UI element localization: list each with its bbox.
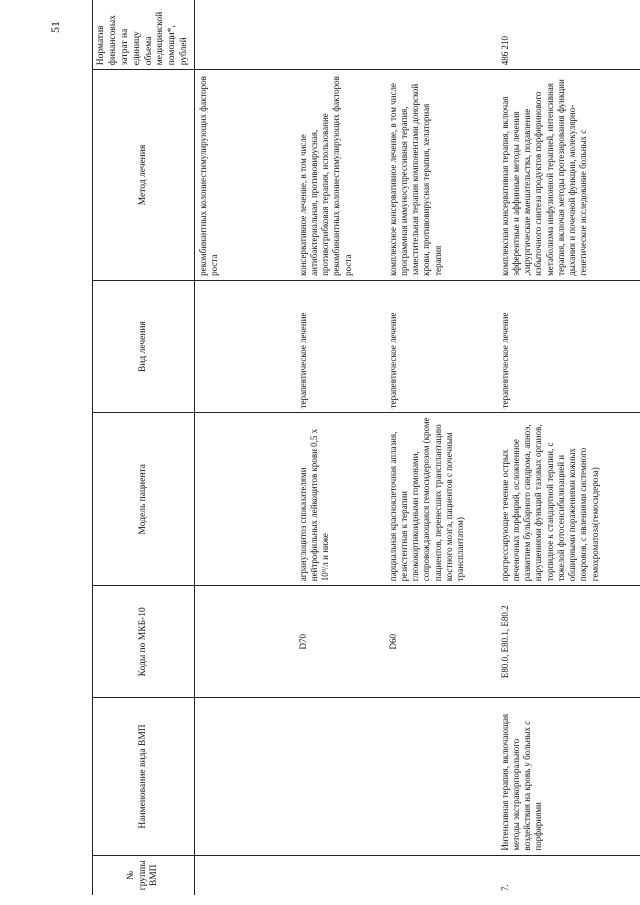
table-row: [195, 0, 295, 895]
header-treatment-method: Метод лечения: [93, 70, 195, 281]
cell-treatment-method: консервативное лечение, в том числе антибактериальная, противовирусная, противогрибковая терапия, использование рекомбинантных колониестимулирующих факторов роста: [295, 70, 385, 281]
header-norm: Норматив финансовых затрат на единицу объема медицинской помощи*, рублей: [93, 0, 195, 70]
cell-patient-model: [195, 413, 295, 586]
table-header-row: [93, 0, 195, 895]
cell-group-no: [295, 855, 385, 895]
cell-vmp-name: [385, 698, 497, 855]
cell-treatment-method: комплексная консервативная терапия, включая эфферентные и аффинные методы лечения ,хирургические вмешательства, подавление избыточного синтеза продуктов порфиринового метаболизма инфузионной терапией, интенсивная терапия, включая методы протезирования функции дыхания и почечной функции, молекулярно-генетическое исследование больных с: [497, 70, 640, 281]
cell-norm: [295, 0, 385, 70]
cell-patient-model: прогрессирующее течение острых печеночных порфирий, осложненное развитием бульбарного синдрома, апноэ, нарушениями функций тазовых органов, торпидное к стандартной терапии, с тяжелой фотосенсибилизацией и обширными поражениями кожных покровов, с явлениями системного гемохроматоза(гемосидероза): [497, 413, 640, 586]
cell-vmp-name: Интенсивная терапия, включающая методы экстракорпорального воздействия на кровь у больных с порфириями: [497, 698, 640, 855]
cell-treatment-type: [195, 280, 295, 413]
table-row: [497, 0, 640, 895]
header-group-no: № группы ВМП: [93, 855, 195, 895]
cell-icd-codes: E80.0, E80.1, E80.2: [497, 586, 640, 698]
cell-norm: [385, 0, 497, 70]
cell-group-no: 7.: [499, 884, 510, 891]
page-number: 51: [48, 21, 62, 33]
cell-vmp-name: [195, 698, 295, 855]
cell-vmp-name: [295, 698, 385, 855]
vmp-table: [92, 0, 640, 895]
cell-group-no: [195, 855, 295, 895]
header-icd-codes: Коды по МКБ-10: [93, 586, 195, 698]
cell-norm: 486 210: [497, 0, 640, 70]
table-row: [295, 0, 385, 895]
cell-group-no: [385, 855, 497, 895]
cell-norm: [195, 0, 295, 70]
cell-treatment-type: терапевтическое лечение: [385, 280, 497, 413]
header-patient-model: Модель пациента: [93, 413, 195, 586]
cell-treatment-type: терапевтическое лечение: [295, 280, 385, 413]
cell-icd-codes: D70: [295, 586, 385, 698]
cell-icd-codes: [195, 586, 295, 698]
cell-patient-model: парциальная красноклеточная аплазия, резистентная к терапии глюкокортикоидными гормонами, сопровождающаяся гемосидерозом (кроме пациентов, перенесших трансплантацию костного мозга, пациентов с почечным трансплантатом): [385, 413, 497, 586]
header-treatment-type: Вид лечения: [93, 280, 195, 413]
table-row: [385, 0, 497, 895]
cell-icd-codes: D60: [385, 586, 497, 698]
cell-treatment-method: рекомбинантных колониестимулирующих факторов роста: [195, 70, 295, 281]
header-vmp-name: Наименование вида ВМП: [93, 698, 195, 855]
cell-treatment-type: терапевтическое лечение: [497, 280, 640, 413]
cell-treatment-method: комплексное консервативное лечение, в том числе программная иммуносупрессивная терапия, заместительная терапия компонентами донорской крови, противовирусная терапия, хелаторная терапия: [385, 70, 497, 281]
cell-patient-model: агранулоцитоз cпоказателями нейтрофильных лейкоцитов крови 0,5 х 10⁹/л и ниже: [295, 413, 385, 586]
